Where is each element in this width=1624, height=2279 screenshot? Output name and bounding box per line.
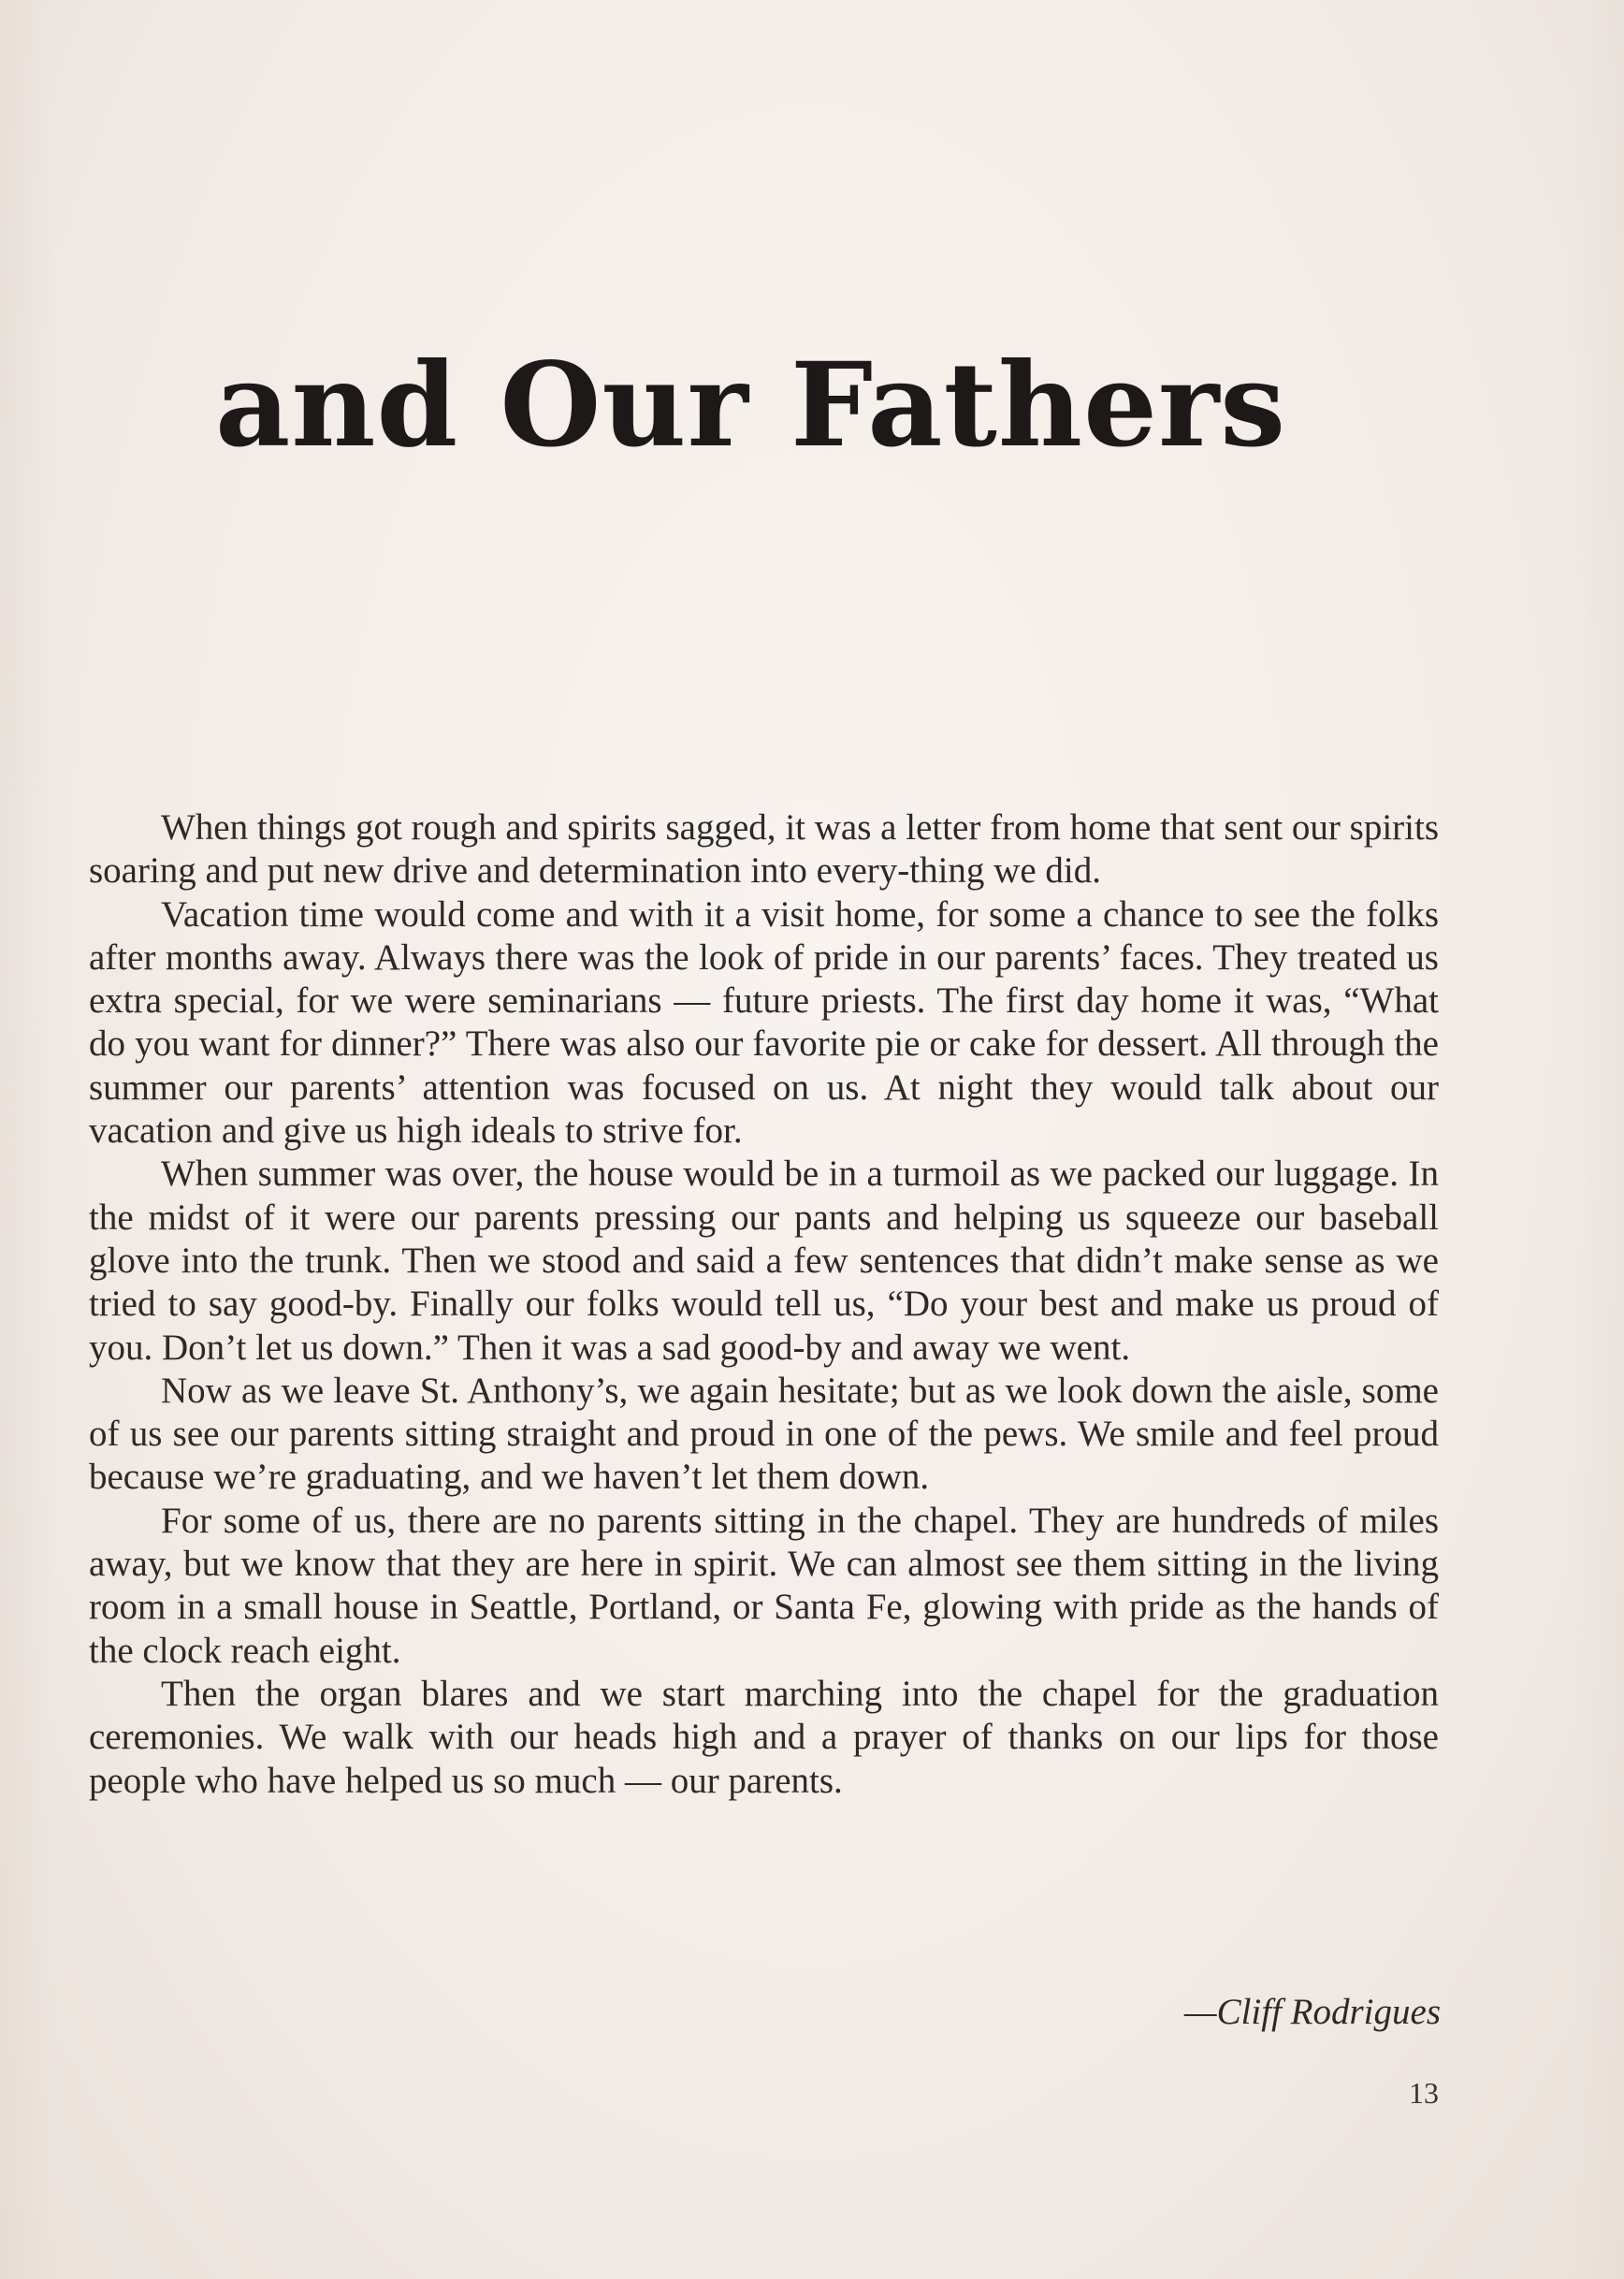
paragraph: Now as we leave St. Anthony’s, we again hesitate; but as we look down the aisle, some of us see our parents sitting straight and proud in one of the pews. We smile and feel proud because we’re graduating, and we haven’t let them down.	[89, 1370, 1439, 1498]
paragraph: Vacation time would come and with it a visit home, for some a chance to see the folks after months away. Always there was the look of pride in our parents’ faces. They treated us extra special, for we were seminarians — future priests. The first day home it was, “What do you want for dinner?” There was also our favorite pie or cake for dessert. All through the summer our parents’ attention was focused on us. At night they would talk about our vacation and give us high ideals to strive for.	[89, 893, 1439, 1152]
article-body	[89, 806, 1439, 1803]
page-number: 13	[1409, 2076, 1439, 2110]
page-title: and Our Fathers	[215, 338, 1287, 473]
paragraph: When summer was over, the house would be in a turmoil as we packed our luggage. In the midst of it were our parents pressing our pants and helping us squeeze our baseball glove into the trunk. Then we stood and said a few sentences that didn’t make sense as we tried to say good-by. Finally our folks would tell us, “Do your best and make us proud of you. Don’t let us down.” Then it was a sad good-by and away we went.	[89, 1154, 1439, 1368]
paragraph: Then the organ blares and we start marching into the chapel for the graduation ceremonies. We walk with our heads high and a prayer of thanks on our lips for those people who have helped us so much — our parents.	[89, 1673, 1439, 1801]
paragraph: For some of us, there are no parents sitting in the chapel. They are hundreds of miles away, but we know that they are here in spirit. We can almost see them sitting in the living room in a small house in Seattle, Portland, or Santa Fe, glowing with pride as the hands of the clock reach eight.	[89, 1500, 1439, 1671]
author-signature: —Cliff Rodrigues	[1183, 1992, 1441, 2032]
paragraph: When things got rough and spirits sagged, it was a letter from home that sent our spirits soaring and put new drive and determination into every-thing we did.	[89, 807, 1439, 892]
